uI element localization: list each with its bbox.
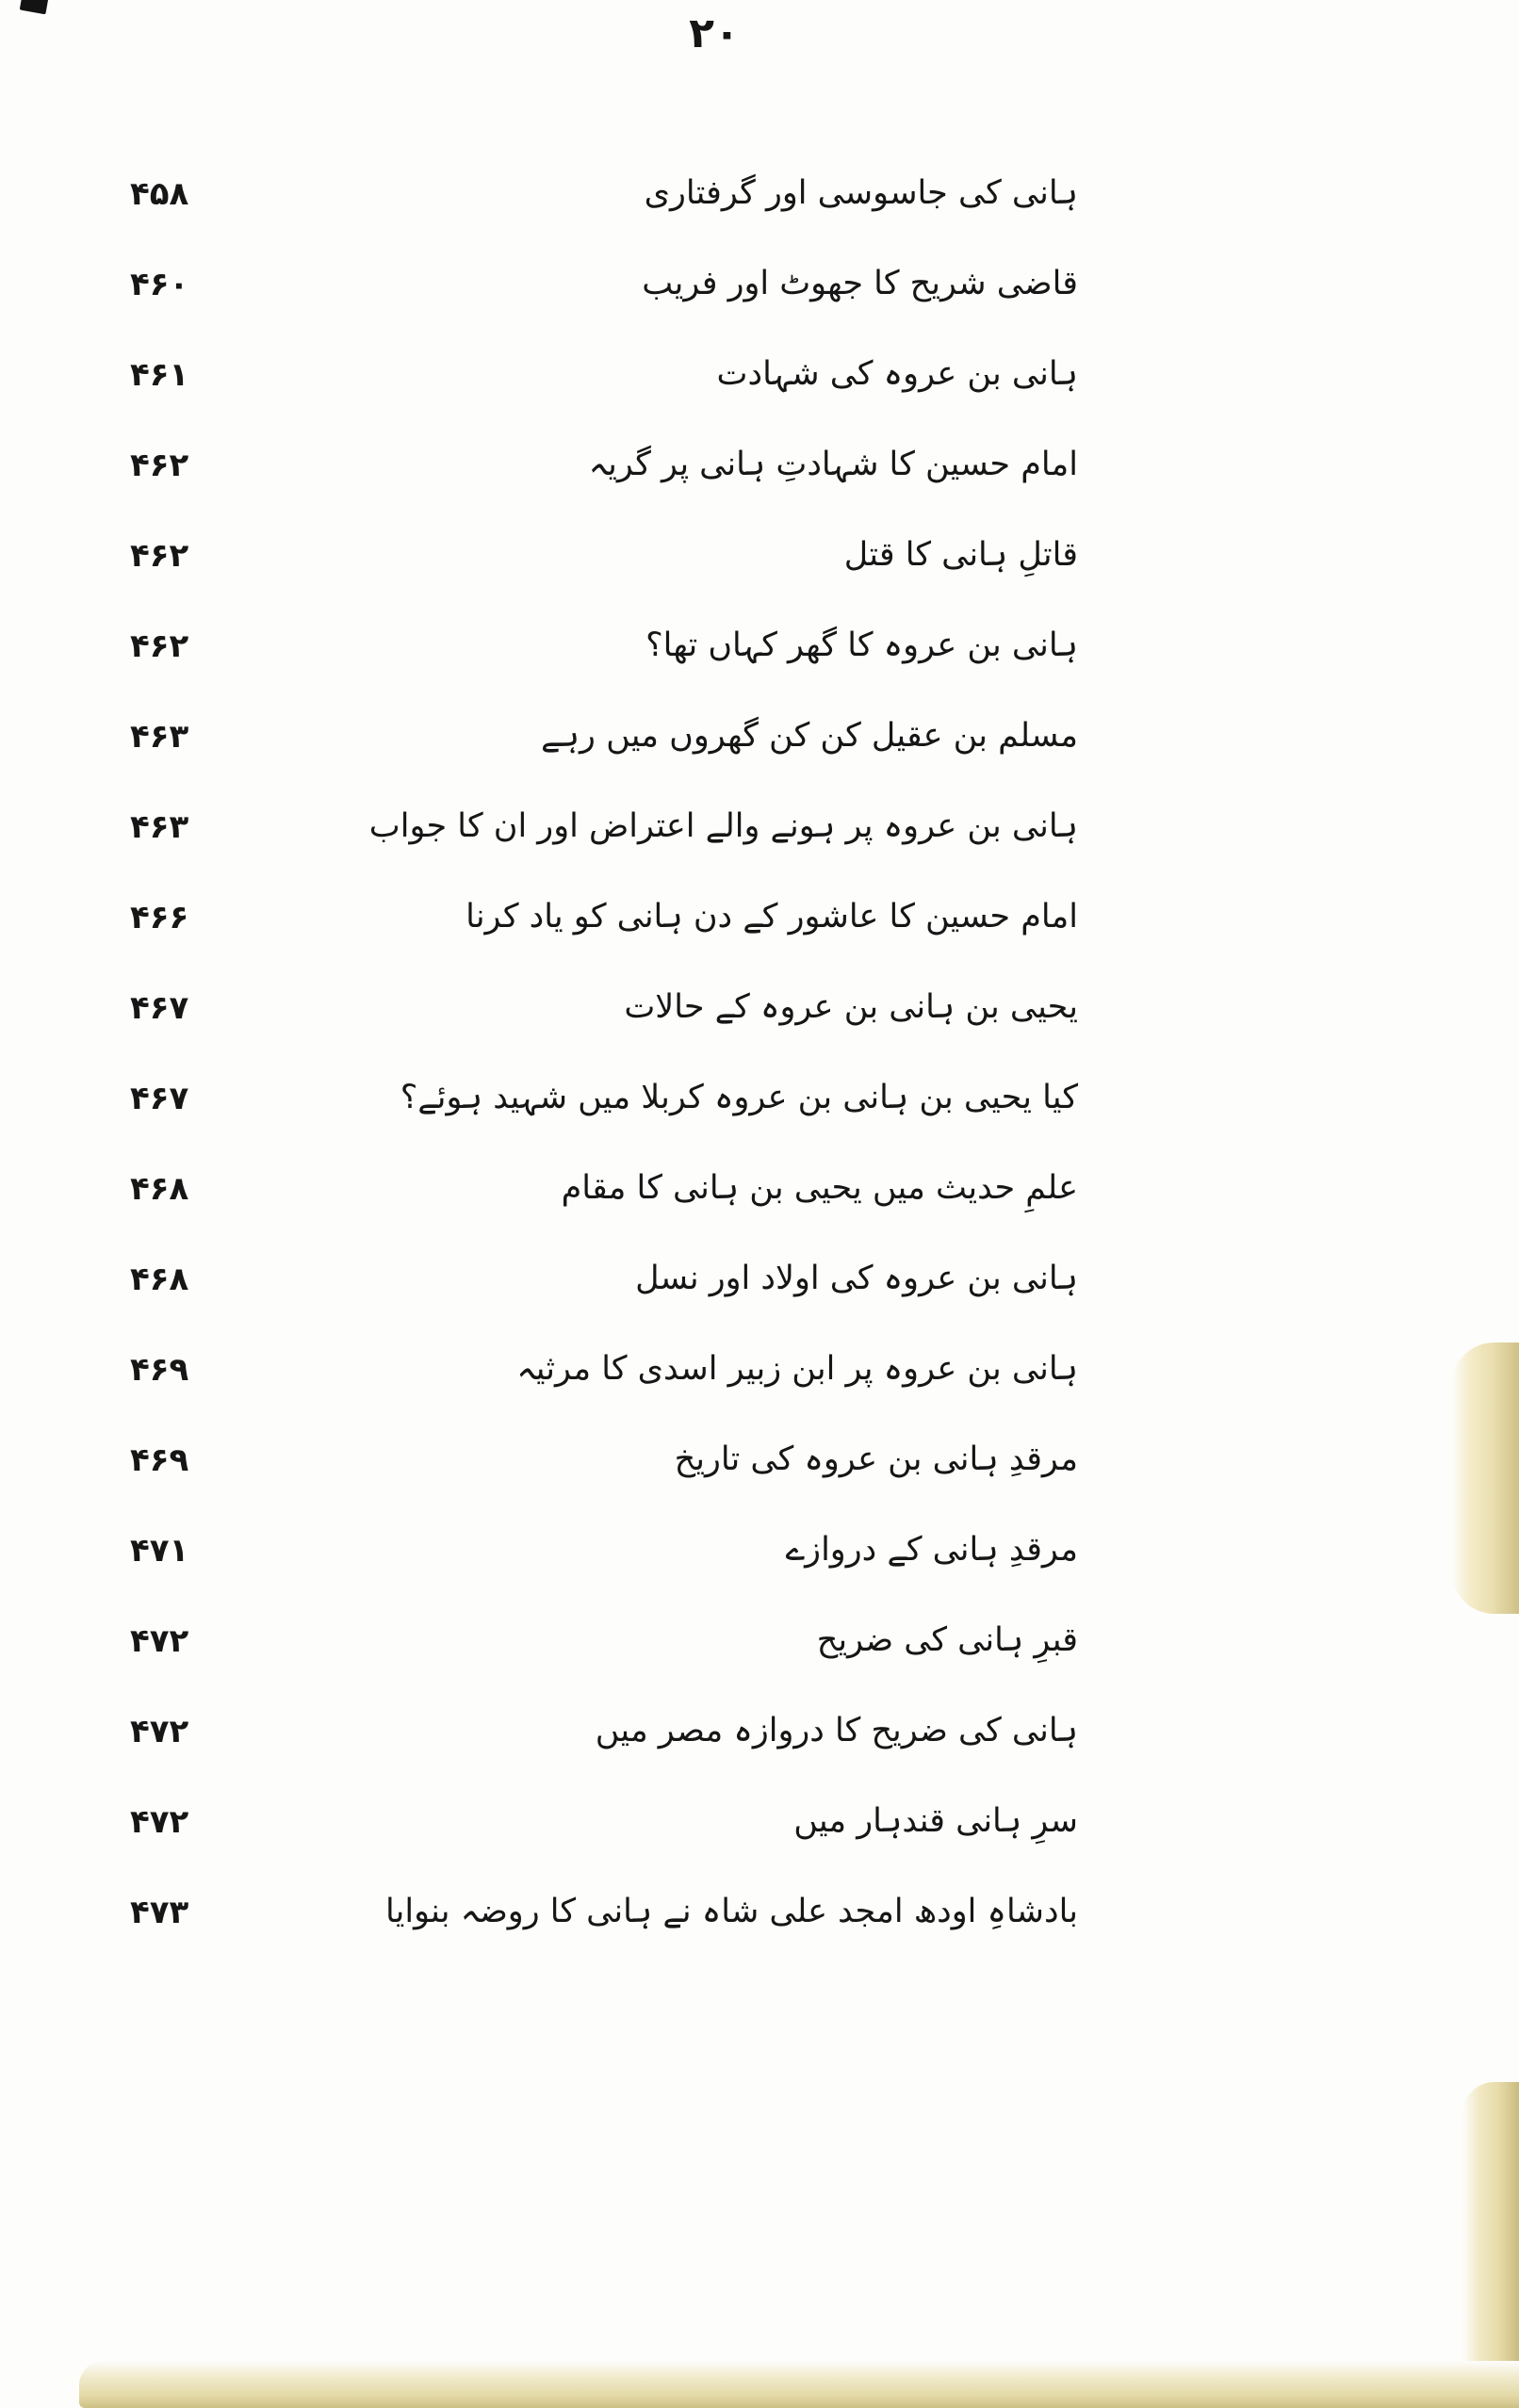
toc-page-number: ۴۶۸ [130,1170,189,1208]
toc-row [0,1144,1519,1234]
toc-row [0,420,1519,511]
toc-row [0,601,1519,691]
toc-row [0,1596,1519,1686]
toc-entry-title: ہانی کی جاسوسی اور گرفتاری [644,174,1078,213]
toc-page-number: ۴۷۲ [130,1713,189,1750]
toc-row [0,1415,1519,1505]
toc-page-number: ۴۷۲ [130,1803,189,1841]
toc-page-number: ۴۶۹ [130,1441,189,1479]
toc-entry-title: کیا یحیی بن ہانی بن عروہ کربلا میں شہید ہوئے؟ [400,1079,1078,1117]
toc-entry-title: امام حسین کا عاشور کے دن ہانی کو یاد کرنا [466,898,1078,936]
toc-page-number: ۴۷۱ [130,1532,189,1570]
toc-entry-title: امام حسین کا شہادتِ ہانی پر گریہ [588,446,1078,484]
toc-page-number: ۴۶۰ [130,266,189,303]
scan-page-edge-bottom [79,2361,1519,2408]
toc-entry-title: ہانی بن عروہ پر ہونے والے اعتراض اور ان کا جواب [368,807,1078,846]
toc-page-number: ۴۶۲ [130,627,189,665]
toc-entry-title: مرقدِ ہانی کے دروازے [785,1531,1078,1570]
toc-page-number: ۴۶۳ [130,808,189,846]
toc-page-number: ۴۶۳ [130,718,189,756]
toc-row [0,1325,1519,1415]
toc-entry-title: ہانی بن عروہ کی شہادت [716,355,1078,394]
page-number-header: ۲۰ [689,9,740,57]
toc-row [0,330,1519,420]
toc-entry-title: ہانی بن عروہ کی اولاد اور نسل [635,1260,1078,1298]
toc-entry-title: سرِ ہانی قندہار میں [793,1802,1078,1841]
toc-row [0,239,1519,330]
toc-row [0,1234,1519,1325]
toc-entry-title: قاتلِ ہانی کا قتل [843,536,1078,575]
toc-page-number: ۴۶۲ [130,537,189,575]
toc-page-number: ۴۶۶ [130,899,189,936]
scan-page-edge-right [1462,2082,1519,2408]
toc-entry-title: یحیی بن ہانی بن عروہ کے حالات [624,988,1078,1027]
table-of-contents [0,149,1519,1958]
toc-page-number: ۴۷۲ [130,1622,189,1660]
toc-entry-title: علمِ حدیث میں یحیی بن ہانی کا مقام [561,1169,1078,1208]
toc-row [0,872,1519,963]
toc-entry-title: ہانی بن عروہ پر ابن زبیر اسدی کا مرثیہ [516,1350,1078,1389]
toc-entry-title: قبرِ ہانی کی ضریح [816,1621,1078,1660]
toc-entry-title: ہانی بن عروہ کا گھر کہاں تھا؟ [645,626,1078,665]
scan-page-edge-curl [1451,1342,1519,1614]
toc-page-number: ۴۶۲ [130,447,189,484]
toc-row [0,782,1519,872]
toc-row [0,149,1519,239]
toc-row [0,691,1519,782]
toc-row [0,1686,1519,1777]
toc-page-number: ۴۵۸ [130,175,189,213]
toc-entry-title: ہانی کی ضریح کا دروازہ مصر میں [595,1712,1078,1750]
toc-row [0,1777,1519,1867]
toc-entry-title: بادشاہِ اودھ امجد علی شاہ نے ہانی کا روضہ بنوایا [384,1893,1078,1931]
toc-entry-title: مرقدِ ہانی بن عروہ کی تاریخ [674,1440,1078,1479]
toc-row [0,511,1519,601]
toc-row [0,963,1519,1053]
toc-row [0,1505,1519,1596]
toc-page-number: ۴۶۸ [130,1261,189,1298]
toc-row [0,1053,1519,1144]
toc-page-number: ۴۶۷ [130,1080,189,1117]
toc-page-number: ۴۶۹ [130,1351,189,1389]
toc-entry-title: مسلم بن عقیل کن کن گھروں میں رہے [541,717,1078,756]
toc-entry-title: قاضی شریح کا جھوٹ اور فریب [642,265,1078,303]
toc-page-number: ۴۷۳ [130,1894,189,1931]
toc-page-number: ۴۶۷ [130,989,189,1027]
toc-page-number: ۴۶۱ [130,356,189,394]
toc-row [0,1867,1519,1958]
